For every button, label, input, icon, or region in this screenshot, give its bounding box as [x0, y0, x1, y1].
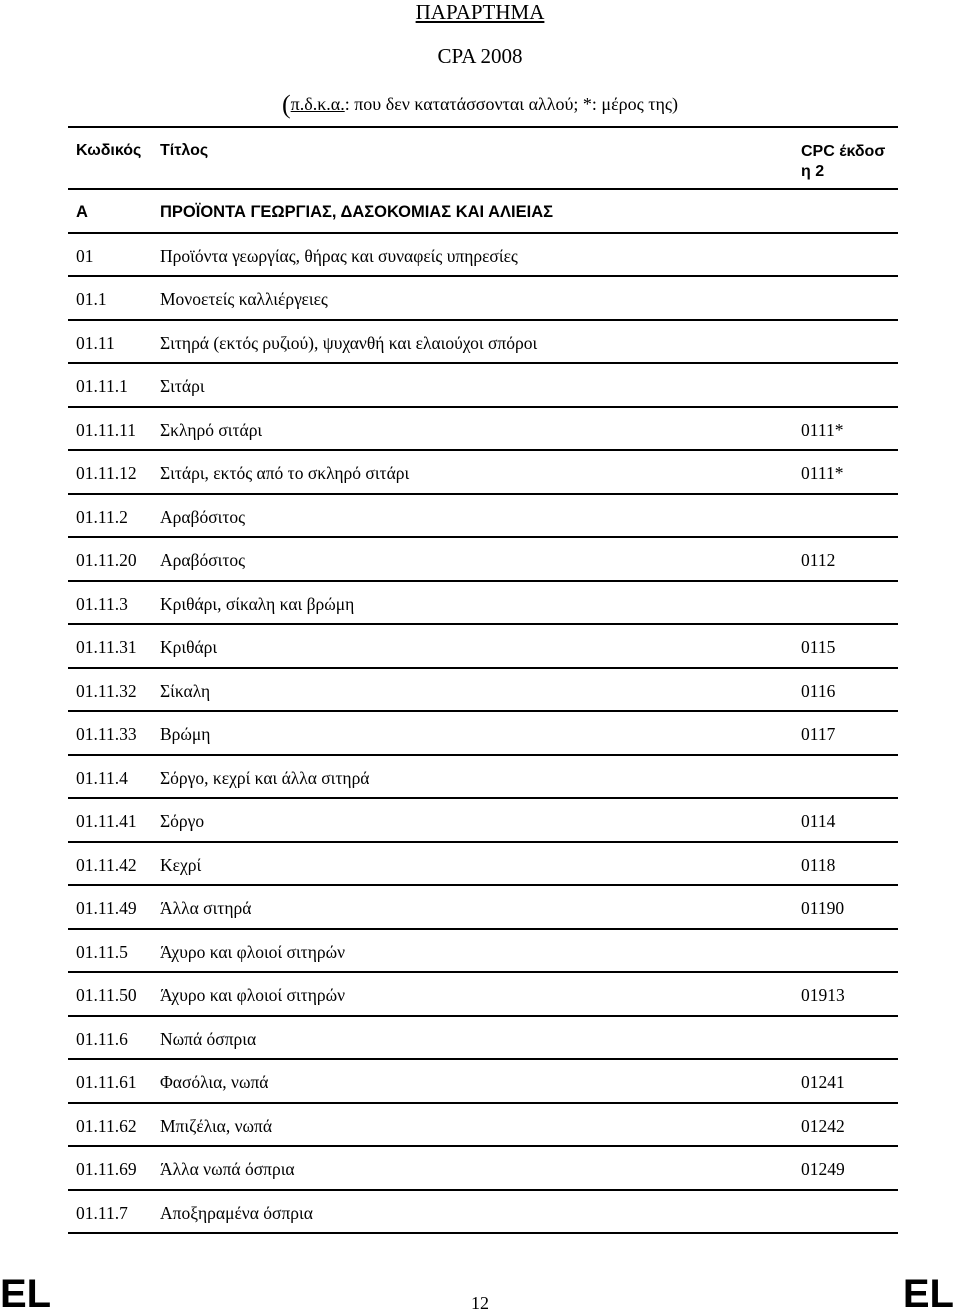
column-header-cpc-line1: CPC έκδοσ	[801, 143, 886, 160]
code-cell: 01.11.31	[76, 637, 137, 657]
note-abbreviation: π.δ.κ.α.	[290, 94, 345, 114]
note-open-paren: (	[281, 90, 291, 119]
page-number: 12	[471, 1293, 489, 1313]
table-row	[68, 408, 898, 452]
note-text: : που δεν κατατάσσονται αλλού; *: μέρος της)	[344, 94, 679, 114]
table-row	[68, 277, 898, 321]
table-row	[68, 843, 898, 887]
cpc-cell: 01242	[801, 1115, 845, 1136]
table-row	[68, 1060, 898, 1104]
table-row	[68, 190, 898, 234]
table-row	[68, 973, 898, 1017]
code-cell: 01	[76, 245, 94, 266]
page-title: ΠΑΡΑΡΤΗΜΑ	[415, 0, 545, 24]
title-cell: Μπιζέλια, νωπά	[160, 1115, 273, 1136]
code-cell: 01.11.3	[76, 593, 128, 614]
cpc-cell: 01249	[801, 1159, 845, 1179]
code-cell: 01.11.11	[76, 419, 136, 440]
classification-table	[68, 126, 898, 1234]
table-row	[68, 625, 898, 669]
title-cell: Βρώμη	[160, 724, 211, 744]
title-cell: Αποξηραμένα όσπρια	[160, 1202, 313, 1223]
table-row	[68, 321, 898, 365]
cpc-cell: 0111*	[801, 419, 844, 440]
code-cell: 01.11.33	[76, 724, 137, 744]
code-cell: 01.11.20	[76, 550, 137, 570]
code-cell: 01.11.42	[76, 854, 137, 875]
cpc-cell: 0116	[801, 680, 836, 701]
code-cell: 01.11	[76, 332, 115, 353]
table-row	[68, 538, 898, 582]
code-cell: 01.11.49	[76, 898, 137, 918]
code-cell: A	[76, 203, 88, 221]
table-row	[68, 886, 898, 930]
table-header	[68, 126, 898, 190]
abbreviation-note	[0, 92, 960, 117]
title-cell: Νωπά όσπρια	[160, 1028, 257, 1049]
title-cell: Κεχρί	[160, 854, 202, 875]
table-row	[68, 756, 898, 800]
table-body	[68, 190, 898, 1234]
title-cell: Προϊόντα γεωργίας, θήρας και συναφείς υπηρεσίες	[160, 245, 518, 266]
document-subtitle: CPA 2008	[437, 44, 523, 68]
title-cell: Άλλα νωπά όσπρια	[160, 1159, 295, 1179]
title-cell: Άχυρο και φλοιοί σιτηρών	[160, 985, 346, 1005]
code-cell: 01.1	[76, 289, 107, 309]
table-row	[68, 1017, 898, 1061]
title-cell: Σκληρό σιτάρι	[160, 419, 263, 440]
title-cell: Σίκαλη	[160, 680, 211, 701]
cpc-cell: 01190	[801, 898, 845, 918]
code-cell: 01.11.6	[76, 1028, 128, 1049]
table-row	[68, 799, 898, 843]
code-cell: 01.11.4	[76, 767, 128, 788]
title-cell: Σιτάρι, εκτός από το σκληρό σιτάρι	[160, 463, 410, 483]
table-row	[68, 1191, 898, 1235]
cpc-cell: 0111*	[801, 463, 844, 483]
table-row	[68, 582, 898, 626]
table-row	[68, 669, 898, 713]
title-cell: Σόργο, κεχρί και άλλα σιτηρά	[160, 767, 370, 788]
code-cell: 01.11.7	[76, 1202, 128, 1223]
code-cell: 01.11.12	[76, 463, 137, 483]
footer-language-left: EL	[0, 1272, 52, 1316]
title-cell: Μονοετείς καλλιέργειες	[160, 289, 328, 309]
title-cell: Σιτηρά (εκτός ρυζιού), ψυχανθή και ελαιούχοι σπόροι	[160, 332, 538, 353]
code-cell: 01.11.41	[76, 811, 137, 831]
table-row	[68, 712, 898, 756]
footer-language-right: EL	[902, 1272, 954, 1316]
title-cell: Άλλα σιτηρά	[160, 898, 252, 918]
title-cell: ΠΡΟΪΟΝΤΑ ΓΕΩΡΓΙΑΣ, ΔΑΣΟΚΟΜΙΑΣ ΚΑΙ ΑΛΙΕΙΑΣ	[160, 203, 554, 221]
title-cell: Σόργο	[160, 811, 205, 831]
table-row	[68, 451, 898, 495]
code-cell: 01.11.1	[76, 376, 128, 396]
title-cell: Αραβόσιτος	[160, 550, 246, 570]
cpc-cell: 0112	[801, 550, 836, 570]
column-header-title: Τίτλος	[160, 142, 209, 159]
table-row	[68, 930, 898, 974]
column-header-cpc-line2: η 2	[801, 163, 825, 180]
title-cell: Κριθάρι, σίκαλη και βρώμη	[160, 593, 355, 614]
code-cell: 01.11.62	[76, 1115, 137, 1136]
code-cell: 01.11.61	[76, 1072, 137, 1092]
title-cell: Φασόλια, νωπά	[160, 1072, 269, 1092]
table-row	[68, 495, 898, 539]
title-cell: Άχυρο και φλοιοί σιτηρών	[160, 941, 346, 962]
title-cell: Κριθάρι	[160, 637, 218, 657]
table-row	[68, 234, 898, 278]
cpc-cell: 01241	[801, 1072, 845, 1092]
title-cell: Αραβόσιτος	[160, 506, 246, 527]
cpc-cell: 0117	[801, 724, 836, 744]
title-cell: Σιτάρι	[160, 376, 205, 396]
code-cell: 01.11.50	[76, 985, 137, 1005]
code-cell: 01.11.5	[76, 941, 128, 962]
column-header-cpc	[801, 142, 891, 182]
cpc-cell: 0114	[801, 811, 836, 831]
cpc-cell: 01913	[801, 985, 845, 1005]
table-row	[68, 1104, 898, 1148]
code-cell: 01.11.2	[76, 506, 128, 527]
code-cell: 01.11.69	[76, 1159, 137, 1179]
table-row	[68, 364, 898, 408]
cpc-cell: 0118	[801, 854, 836, 875]
cpc-cell: 0115	[801, 637, 836, 657]
column-header-code: Κωδικός	[76, 142, 142, 159]
table-row	[68, 1147, 898, 1191]
code-cell: 01.11.32	[76, 680, 137, 701]
